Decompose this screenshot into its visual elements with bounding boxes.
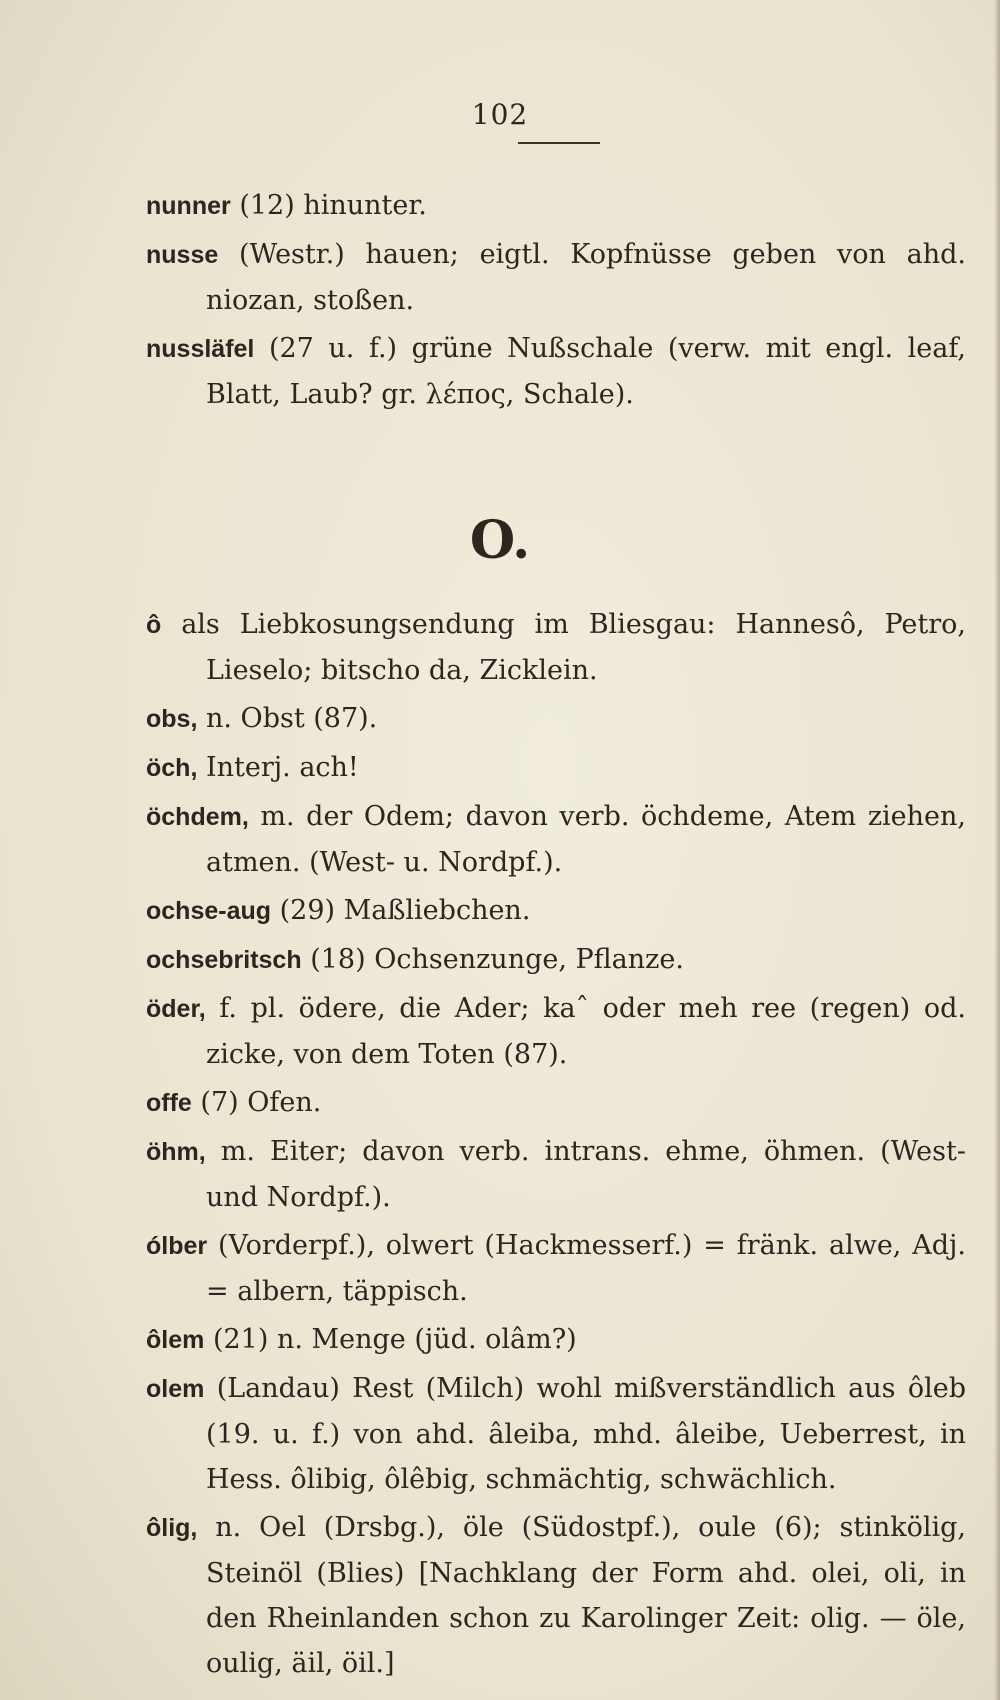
dictionary-entry: [146, 745, 966, 791]
entry-definition: m. Eiter; davon verb. intrans. ehme, öhmen. (West- und Nordpf.).: [206, 1136, 966, 1213]
dictionary-entry: [146, 937, 966, 983]
page-number: 102: [471, 98, 529, 131]
entry-headword: ólber: [146, 1232, 208, 1260]
entry-headword: ôlig,: [146, 1514, 198, 1542]
entry-definition: als Liebkosungsendung im Bliesgau: Hannesô, Petro, Lieselo; bitscho da, Zicklein.: [181, 609, 966, 686]
entry-definition: f. pl. ödere, die Ader; kaˆ oder meh ree (regen) od. zicke, von dem Toten (87).: [206, 993, 967, 1070]
dictionary-entry: [146, 1505, 966, 1686]
entry-headword: ôlem: [146, 1326, 205, 1354]
dictionary-entry: [146, 232, 966, 323]
dictionary-entry: [146, 1223, 966, 1314]
entry-definition: (21) n. Menge (jüd. olâm?): [212, 1324, 577, 1355]
entry-definition: (7) Ofen.: [200, 1087, 322, 1118]
entry-headword: ochse-aug: [146, 897, 272, 925]
section-letter-heading: O.: [469, 510, 531, 571]
dictionary-entry: [146, 326, 966, 417]
entry-definition: n. Obst (87).: [206, 703, 378, 734]
entry-headword: öhm,: [146, 1138, 206, 1166]
entry-headword: öder,: [146, 995, 206, 1023]
dictionary-entry: [146, 986, 966, 1077]
entry-definition: n. Oel (Drsbg.), öle (Südostpf.), oule (6); stinkölig, Steinöl (Blies) [Nachklang der Form ahd. olei, oli, in den Rheinlanden schon zu Karolinger Zeit: olig. — öle, oulig, äil, öil.]: [206, 1512, 966, 1679]
entry-definition: (12) hinunter.: [239, 190, 427, 221]
entry-definition: (Westr.) hauen; eigtl. Kopfnüsse geben von ahd. niozan, stoßen.: [206, 239, 966, 316]
dictionary-entry: [146, 794, 966, 885]
page-number-rule: [518, 142, 600, 144]
dictionary-entry: [146, 1366, 966, 1502]
entry-definition: m. der Odem; davon verb. öchdeme, Atem ziehen, atmen. (West- u. Nordpf.).: [206, 801, 967, 878]
entry-definition: (Landau) Rest (Milch) wohl mißverständlich aus ôleb (19. u. f.) von ahd. âleiba, mhd. âleibe, Ueberrest, in Hess. ôlibig, ôlêbig, schmächtig, schwächlich.: [206, 1373, 967, 1495]
entry-headword: olem: [146, 1375, 205, 1403]
entry-headword: nunner: [146, 192, 231, 220]
entry-headword: ô: [146, 611, 162, 639]
dictionary-entry: [146, 602, 966, 693]
entry-definition: (18) Ochsenzunge, Pflanze.: [310, 944, 684, 975]
page-edge-shadow: [994, 0, 1000, 1700]
entry-headword: öch,: [146, 754, 198, 782]
dictionary-entry: [146, 1129, 966, 1220]
entry-definition: (27 u. f.) grüne Nußschale (verw. mit engl. leaf, Blatt, Laub? gr. λέπος, Schale).: [206, 333, 967, 410]
entry-headword: offe: [146, 1089, 192, 1117]
dictionary-entry: [146, 696, 966, 742]
entry-headword: obs,: [146, 705, 198, 733]
entry-headword: öchdem,: [146, 803, 249, 831]
entries-block-bottom: [146, 602, 966, 1689]
entry-headword: ochsebritsch: [146, 946, 302, 974]
dictionary-entry: [146, 1080, 966, 1126]
dictionary-entry: [146, 183, 966, 229]
dictionary-entry: [146, 1317, 966, 1363]
entries-block-top: [146, 183, 966, 420]
entry-headword: nusse: [146, 241, 219, 269]
entry-definition: Interj. ach!: [206, 752, 359, 783]
entry-headword: nussläfel: [146, 335, 255, 363]
dictionary-entry: [146, 888, 966, 934]
entry-definition: (29) Maßliebchen.: [279, 895, 531, 926]
entry-definition: (Vorderpf.), olwert (Hackmesserf.) = fränk. alwe, Adj. = albern, täppisch.: [206, 1230, 966, 1307]
